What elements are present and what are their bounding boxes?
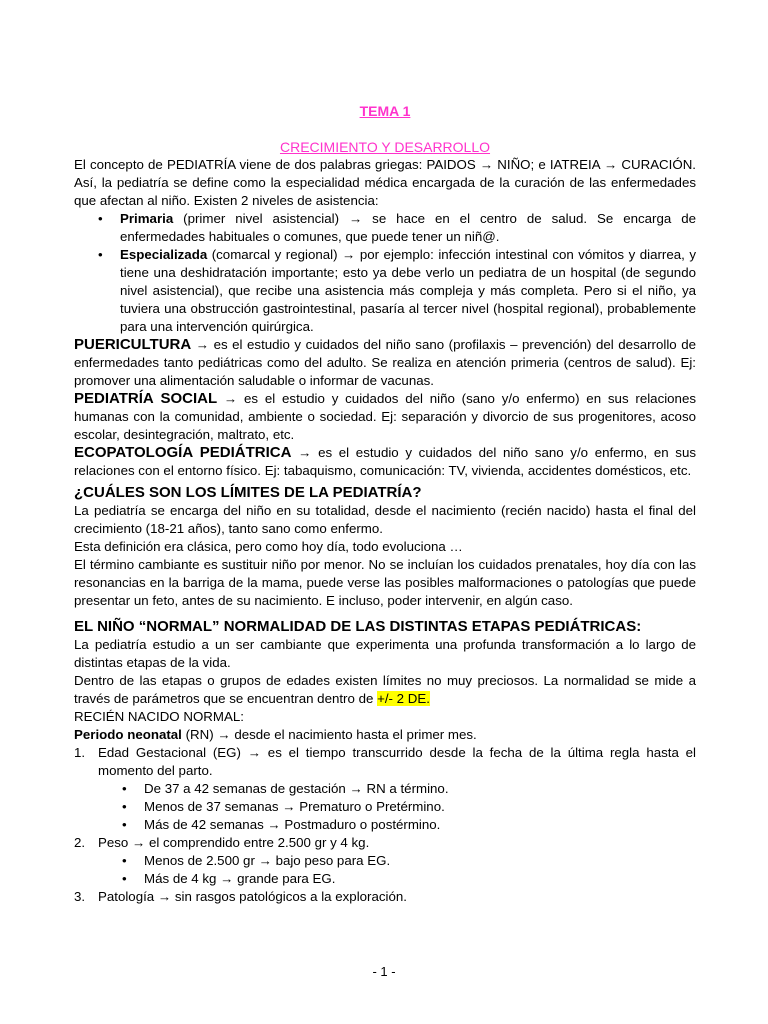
section-heading: EL NIÑO “NORMAL” NORMALIDAD DE LAS DISTINTAS ETAPAS PEDIÁTRICAS: [74, 618, 642, 635]
list-item: 3. Patología → sin rasgos patológicos a la exploración. [74, 889, 407, 904]
list-item [74, 210, 696, 246]
paragraph: RECIÉN NACIDO NORMAL: [74, 709, 244, 724]
section-heading: ¿CUÁLES SON LOS LÍMITES DE LA PEDIATRÍA? [74, 484, 422, 501]
sub-list [74, 780, 696, 834]
definition-paragraph [74, 444, 696, 480]
definition-text: → es el estudio y cuidados del niño (sano y/o enfermo) en sus relaciones humanas con la comunidad, ambiente o sociedad. Ej: separación y divorcio de sus progenitores, acoso escolar, desintegración, maltrato, etc. [74, 391, 696, 442]
definition-paragraph [74, 336, 696, 390]
definition-term: PUERICULTURA [74, 336, 192, 353]
list-item: 2. Peso → el comprendido entre 2.500 gr y 4 kg. • Menos de 2.500 gr → bajo peso para EG. • Más de 4 kg → grande para EG. [74, 834, 696, 888]
level-term: Primaria [120, 211, 174, 226]
page-subtitle: CRECIMIENTO Y DESARROLLO [279, 139, 491, 155]
paragraph: Dentro de las etapas o grupos de edades existen límites no muy preciosos. La normalidad se mide a través de parámetros que se encuentran dentro de +/- 2 DE. [74, 673, 696, 706]
neonatal-term: Periodo neonatal [74, 727, 182, 742]
list-item [74, 246, 696, 336]
list-item: 1. Edad Gestacional (EG) → es el tiempo transcurrido desde la fecha de la última regla hasta el momento del parto. • De 37 a 42 semanas de gestación → RN a término. • Menos de 37 semanas → Prematuro o Pretérmino. • Más de 42 semanas → Postmaduro o postérmino. [74, 744, 696, 834]
definition-term: PEDIATRÍA SOCIAL [74, 390, 218, 407]
list-item: • Más de 4 kg → grande para EG. [74, 870, 696, 888]
criteria-list [74, 744, 696, 906]
level-text: (primer nivel asistencial) → se hace en el centro de salud. Se encarga de enfermedades habituales o comunes, que puede tener un niñ@. [120, 211, 696, 244]
definition-term: ECOPATOLOGÍA PEDIÁTRICA [74, 444, 292, 461]
list-item: • Menos de 37 semanas → Prematuro o Pretérmino. [74, 798, 696, 816]
list-item: • Más de 42 semanas → Postmaduro o postérmino. [74, 816, 696, 834]
page-title: TEMA 1 [359, 103, 411, 119]
level-text: (comarcal y regional) → por ejemplo: infección intestinal con vómitos y diarrea, y tiene una deshidratación importante; esto ya debe verlo un pediatra de un hospital (de segundo nivel asistencial), que recibe una asistencia más compleja y más completa. Pero si el niño, ya tuviera una obstrucción gastrointestinal, pasaría al tercer nivel (hospital regional), probablemente para una intervención quirúrgica. [120, 247, 696, 334]
document-body [74, 156, 696, 906]
definition-text: → es el estudio y cuidados del niño sano y/o enfermo, en sus relaciones con el entorno físico. Ej: tabaquismo, comunicación: TV, vivienda, accidentes domésticos, etc. [74, 445, 696, 478]
paragraph: Esta definición era clásica, pero como hoy día, todo evoluciona … [74, 539, 463, 554]
sub-list [74, 852, 696, 888]
levels-list [74, 210, 696, 336]
paragraph: La pediatría estudio a un ser cambiante que experimenta una profunda transformación a lo largo de distintas etapas de la vida. [74, 637, 696, 670]
intro-paragraph: El concepto de PEDIATRÍA viene de dos palabras griegas: PAIDOS → NIÑO; e IATREIA → CURACIÓN. Así, la pediatría se define como la especialidad médica encargada de la curación de las enfermedades que afectan al niño. Existen 2 niveles de asistencia: [74, 157, 696, 208]
definition-text: → es el estudio y cuidados del niño sano (profilaxis – prevención) del desarrollo de enfermedades tanto pediátricas como del adulto. Se realiza en atención primeria (centros de salud). Ej: promover una alimentación saludable o informar de vacunas. [74, 337, 696, 388]
highlighted-text: +/- 2 DE. [377, 691, 430, 706]
level-term: Especializada [120, 247, 208, 262]
paragraph: Periodo neonatal (RN) → desde el nacimiento hasta el primer mes. [74, 727, 477, 742]
list-item: • Menos de 2.500 gr → bajo peso para EG. [74, 852, 696, 870]
list-item: • De 37 a 42 semanas de gestación → RN a término. [74, 780, 696, 798]
paragraph: El término cambiante es sustituir niño por menor. No se incluían los cuidados prenatales, hoy día con las resonancias en la barriga de la mama, puede verse las posibles malformaciones o patologías que puede presentar un feto, antes de su nacimiento. E incluso, poder intervenir, en algún caso. [74, 557, 696, 608]
paragraph: La pediatría se encarga del niño en su totalidad, desde el nacimiento (recién nacido) hasta el final del crecimiento (18-21 años), tanto sano como enfermo. [74, 503, 696, 536]
page-number: - 1 - [372, 964, 396, 979]
definition-paragraph [74, 390, 696, 444]
